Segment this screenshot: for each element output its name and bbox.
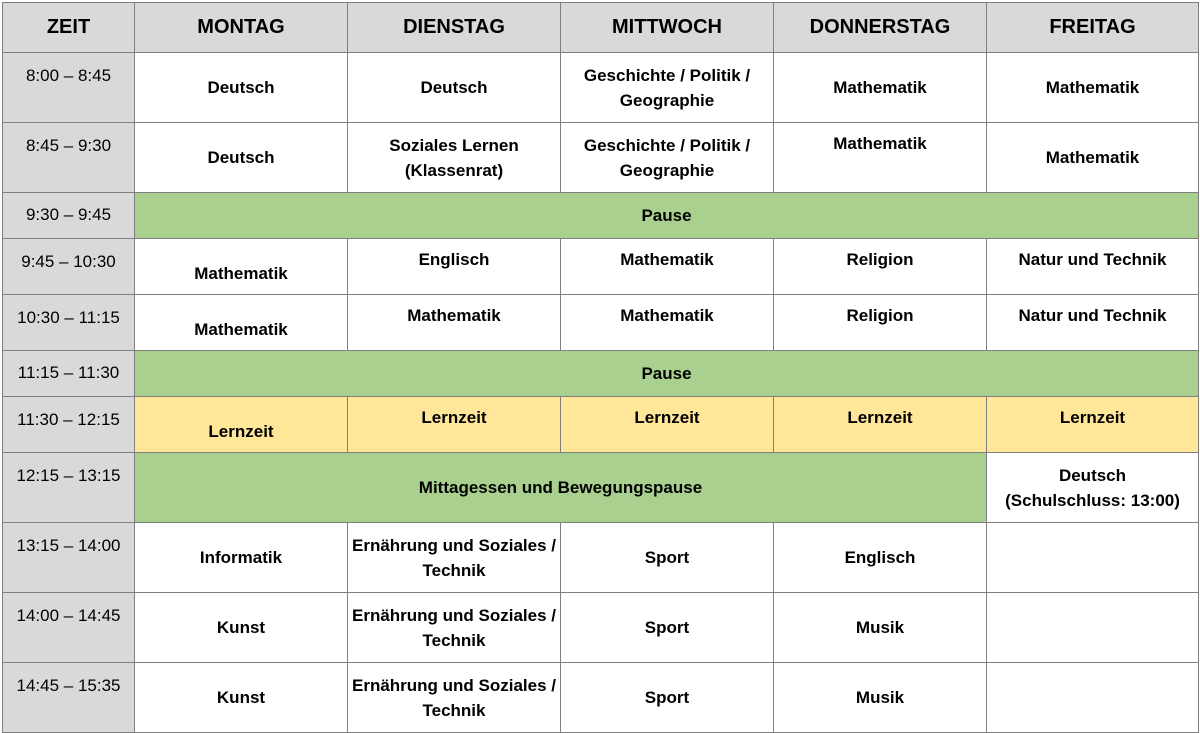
lesson-cell: Religion xyxy=(774,239,987,295)
lesson-cell: Ernährung und Soziales / Technik xyxy=(348,593,561,663)
header-row xyxy=(3,3,1199,53)
table-row xyxy=(3,397,1199,453)
lesson-cell: Deutsch xyxy=(135,53,348,123)
lesson-cell: Sport xyxy=(561,523,774,593)
header-mittwoch: MITTWOCH xyxy=(561,3,774,53)
time-cell: 12:15 – 13:15 xyxy=(3,453,135,523)
lesson-cell: Kunst xyxy=(135,593,348,663)
time-cell: 8:00 – 8:45 xyxy=(3,53,135,123)
lesson-cell: Englisch xyxy=(774,523,987,593)
lesson-cell: Mathematik xyxy=(561,295,774,351)
lesson-cell: Geschichte / Politik / Geographie xyxy=(561,123,774,193)
lesson-cell: Sport xyxy=(561,663,774,733)
friday-lesson: Deutsch xyxy=(1058,465,1127,485)
time-cell: 9:45 – 10:30 xyxy=(3,239,135,295)
table-row xyxy=(3,123,1199,193)
table-row xyxy=(3,453,1199,523)
time-cell: 10:30 – 11:15 xyxy=(3,295,135,351)
lernzeit-cell: Lernzeit xyxy=(135,397,348,453)
lesson-cell xyxy=(987,523,1199,593)
lesson-cell: Ernährung und Soziales / Technik xyxy=(348,523,561,593)
lesson-cell: Mathematik xyxy=(774,53,987,123)
lesson-cell: Informatik xyxy=(135,523,348,593)
header-montag: MONTAG xyxy=(135,3,348,53)
timetable xyxy=(2,2,1199,733)
table-row xyxy=(3,663,1199,733)
table-row xyxy=(3,193,1199,239)
lernzeit-cell: Lernzeit xyxy=(348,397,561,453)
pause-cell: Pause xyxy=(135,351,1199,397)
time-cell: 11:30 – 12:15 xyxy=(3,397,135,453)
time-cell: 11:15 – 11:30 xyxy=(3,351,135,397)
lesson-cell: Musik xyxy=(774,593,987,663)
table-row xyxy=(3,351,1199,397)
lernzeit-cell: Lernzeit xyxy=(987,397,1199,453)
time-cell: 9:30 – 9:45 xyxy=(3,193,135,239)
lesson-cell: Englisch xyxy=(348,239,561,295)
lesson-cell: Natur und Technik xyxy=(987,239,1199,295)
lunch-break-cell: Mittagessen und Bewegungspause xyxy=(135,453,987,523)
table-row xyxy=(3,53,1199,123)
header-donnerstag: DONNERSTAG xyxy=(774,3,987,53)
lesson-cell: Mathematik xyxy=(561,239,774,295)
table-row xyxy=(3,523,1199,593)
table-row xyxy=(3,239,1199,295)
lesson-cell: Kunst xyxy=(135,663,348,733)
lesson-cell: Mathematik xyxy=(135,295,348,351)
lesson-cell: Religion xyxy=(774,295,987,351)
lesson-cell: Mathematik xyxy=(987,53,1199,123)
lesson-cell: Deutsch xyxy=(135,123,348,193)
lesson-cell: Deutsch xyxy=(348,53,561,123)
table-row xyxy=(3,593,1199,663)
header-dienstag: DIENSTAG xyxy=(348,3,561,53)
lesson-cell xyxy=(987,663,1199,733)
lernzeit-cell: Lernzeit xyxy=(774,397,987,453)
header-freitag: FREITAG xyxy=(987,3,1199,53)
lesson-cell: Sport xyxy=(561,593,774,663)
lesson-cell: Mathematik xyxy=(135,239,348,295)
lesson-cell: Musik xyxy=(774,663,987,733)
lesson-cell: Soziales Lernen (Klassenrat) xyxy=(348,123,561,193)
time-cell: 14:00 – 14:45 xyxy=(3,593,135,663)
time-cell: 14:45 – 15:35 xyxy=(3,663,135,733)
lesson-cell xyxy=(987,593,1199,663)
lesson-cell: Mathematik xyxy=(774,123,987,193)
time-cell: 13:15 – 14:00 xyxy=(3,523,135,593)
lesson-cell: Geschichte / Politik / Geographie xyxy=(561,53,774,123)
lernzeit-cell: Lernzeit xyxy=(561,397,774,453)
lesson-cell: Mathematik xyxy=(348,295,561,351)
header-zeit: ZEIT xyxy=(3,3,135,53)
time-cell: 8:45 – 9:30 xyxy=(3,123,135,193)
lesson-cell: Ernährung und Soziales / Technik xyxy=(348,663,561,733)
friday-lesson-cell xyxy=(987,453,1199,523)
school-end-note: (Schulschluss: 13:00) xyxy=(1005,490,1180,510)
table-row xyxy=(3,295,1199,351)
lesson-cell: Natur und Technik xyxy=(987,295,1199,351)
pause-cell: Pause xyxy=(135,193,1199,239)
lesson-cell: Mathematik xyxy=(987,123,1199,193)
